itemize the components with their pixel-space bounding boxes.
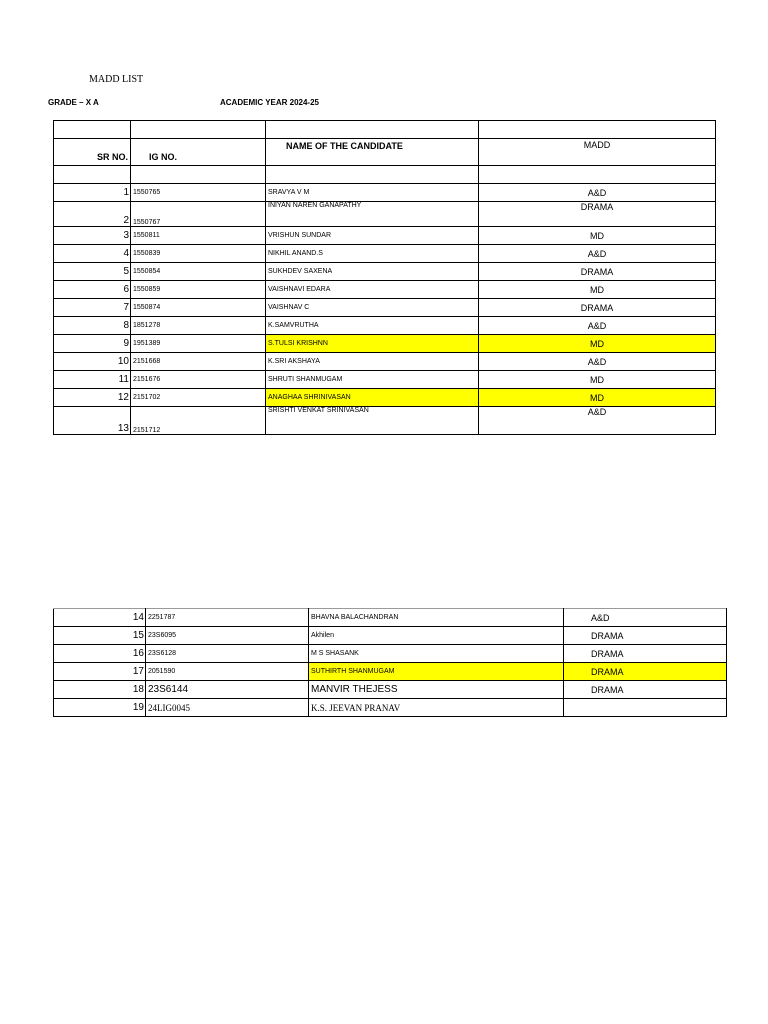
ig-no-cell: 24LIG0045 bbox=[146, 699, 309, 717]
ig-no-cell: 1550839 bbox=[131, 245, 266, 263]
madd-cell: MD bbox=[479, 371, 716, 389]
table-row bbox=[54, 281, 716, 299]
candidate-name-cell: VRISHUN SUNDAR bbox=[266, 227, 479, 245]
document-title: MADD LIST bbox=[89, 74, 144, 85]
candidate-name-cell: S.TULSI KRISHNN bbox=[266, 335, 479, 353]
sr-no-cell: 15 bbox=[54, 627, 146, 645]
madd-cell: A&D bbox=[564, 609, 727, 627]
ig-no-cell: 2151676 bbox=[131, 371, 266, 389]
sr-no-cell: 17 bbox=[54, 663, 146, 681]
madd-cell: MD bbox=[479, 335, 716, 353]
grade-label: GRADE – X A bbox=[48, 98, 99, 107]
madd-cell: MD bbox=[479, 389, 716, 407]
candidate-name-cell: M S SHASANK bbox=[309, 645, 564, 663]
sr-no-cell: 14 bbox=[54, 609, 146, 627]
sr-no-cell: 13 bbox=[54, 407, 131, 435]
ig-no-cell: 1550767 bbox=[131, 202, 266, 227]
ig-no-cell: 2151668 bbox=[131, 353, 266, 371]
candidate-name-cell: Akhilen bbox=[309, 627, 564, 645]
sr-no-cell: 5 bbox=[54, 263, 131, 281]
candidate-name-cell: SRAVYA V M bbox=[266, 184, 479, 202]
madd-cell: A&D bbox=[479, 245, 716, 263]
sr-no-cell: 8 bbox=[54, 317, 131, 335]
table-row bbox=[54, 681, 727, 699]
madd-table-part-1 bbox=[53, 120, 716, 435]
candidate-name-cell: SRISHTI VENKAT SRINIVASAN bbox=[266, 407, 479, 435]
table-row bbox=[54, 645, 727, 663]
madd-cell: DRAMA bbox=[479, 263, 716, 281]
table-row bbox=[54, 299, 716, 317]
ig-no-cell: 1550765 bbox=[131, 184, 266, 202]
ig-no-header: IG NO. bbox=[131, 139, 266, 166]
sr-no-header: SR NO. bbox=[54, 139, 131, 166]
candidate-name-cell: SUKHDEV SAXENA bbox=[266, 263, 479, 281]
candidate-name-cell: NIKHIL ANAND.S bbox=[266, 245, 479, 263]
sr-no-cell: 1 bbox=[54, 184, 131, 202]
ig-no-cell: 1550874 bbox=[131, 299, 266, 317]
candidate-name-cell: K.SRI AKSHAYA bbox=[266, 353, 479, 371]
madd-cell: DRAMA bbox=[479, 299, 716, 317]
ig-no-cell: 1951389 bbox=[131, 335, 266, 353]
candidate-name-cell: VAISHNAV C bbox=[266, 299, 479, 317]
ig-no-cell: 2251787 bbox=[146, 609, 309, 627]
sr-no-cell: 16 bbox=[54, 645, 146, 663]
madd-table-part-2 bbox=[53, 608, 727, 717]
sr-no-cell: 11 bbox=[54, 371, 131, 389]
table-row bbox=[54, 371, 716, 389]
table-row bbox=[54, 227, 716, 245]
table-row bbox=[54, 202, 716, 227]
madd-cell: A&D bbox=[479, 317, 716, 335]
candidate-name-cell: SUTHIRTH SHANMUGAM bbox=[309, 663, 564, 681]
sr-no-cell: 9 bbox=[54, 335, 131, 353]
table-row bbox=[54, 353, 716, 371]
ig-no-cell: 2151712 bbox=[131, 407, 266, 435]
madd-cell: MD bbox=[479, 281, 716, 299]
candidate-name-cell: SHRUTI SHANMUGAM bbox=[266, 371, 479, 389]
candidate-name-cell: K.S. JEEVAN PRANAV bbox=[309, 699, 564, 717]
sr-no-cell: 6 bbox=[54, 281, 131, 299]
candidate-name-cell: VAISHNAVI EDARA bbox=[266, 281, 479, 299]
ig-no-cell: 1550811 bbox=[131, 227, 266, 245]
table-row bbox=[54, 317, 716, 335]
ig-no-cell: 2151702 bbox=[131, 389, 266, 407]
blank-row bbox=[54, 121, 716, 139]
table-row bbox=[54, 335, 716, 353]
table-row bbox=[54, 609, 727, 627]
academic-year-label: ACADEMIC YEAR 2024-25 bbox=[220, 98, 319, 107]
table-row bbox=[54, 407, 716, 435]
sr-no-cell: 7 bbox=[54, 299, 131, 317]
ig-no-cell: 2051590 bbox=[146, 663, 309, 681]
sr-no-cell: 4 bbox=[54, 245, 131, 263]
candidate-name-cell: INIYAN NAREN GANAPATHY bbox=[266, 202, 479, 227]
madd-cell: A&D bbox=[479, 407, 716, 435]
candidate-name-cell: K.SAMVRUTHA bbox=[266, 317, 479, 335]
madd-cell: MD bbox=[479, 227, 716, 245]
madd-cell bbox=[564, 699, 727, 717]
table-row bbox=[54, 627, 727, 645]
madd-cell: DRAMA bbox=[564, 645, 727, 663]
sr-no-cell: 19 bbox=[54, 699, 146, 717]
madd-cell: DRAMA bbox=[564, 681, 727, 699]
candidate-name-cell: ANAGHAA SHRINIVASAN bbox=[266, 389, 479, 407]
ig-no-cell: 1550859 bbox=[131, 281, 266, 299]
madd-cell: DRAMA bbox=[564, 663, 727, 681]
ig-no-cell: 23S6128 bbox=[146, 645, 309, 663]
table-row bbox=[54, 663, 727, 681]
sr-no-cell: 18 bbox=[54, 681, 146, 699]
candidate-name-cell: MANVIR THEJESS bbox=[309, 681, 564, 699]
sr-no-cell: 3 bbox=[54, 227, 131, 245]
candidate-name-cell: BHAVNA BALACHANDRAN bbox=[309, 609, 564, 627]
madd-header: MADD bbox=[479, 139, 716, 166]
table-row bbox=[54, 184, 716, 202]
madd-cell: A&D bbox=[479, 184, 716, 202]
sr-no-cell: 12 bbox=[54, 389, 131, 407]
madd-cell: DRAMA bbox=[564, 627, 727, 645]
table-row bbox=[54, 699, 727, 717]
madd-cell: A&D bbox=[479, 353, 716, 371]
ig-no-cell: 1550854 bbox=[131, 263, 266, 281]
table-row bbox=[54, 245, 716, 263]
table-row bbox=[54, 263, 716, 281]
ig-no-cell: 1851278 bbox=[131, 317, 266, 335]
sr-no-cell: 10 bbox=[54, 353, 131, 371]
header-row bbox=[54, 139, 716, 166]
sr-no-cell: 2 bbox=[54, 202, 131, 227]
name-header: NAME OF THE CANDIDATE bbox=[266, 139, 479, 166]
blank-row bbox=[54, 166, 716, 184]
ig-no-cell: 23S6144 bbox=[146, 681, 309, 699]
madd-cell: DRAMA bbox=[479, 202, 716, 227]
table-row bbox=[54, 389, 716, 407]
ig-no-cell: 23S6095 bbox=[146, 627, 309, 645]
